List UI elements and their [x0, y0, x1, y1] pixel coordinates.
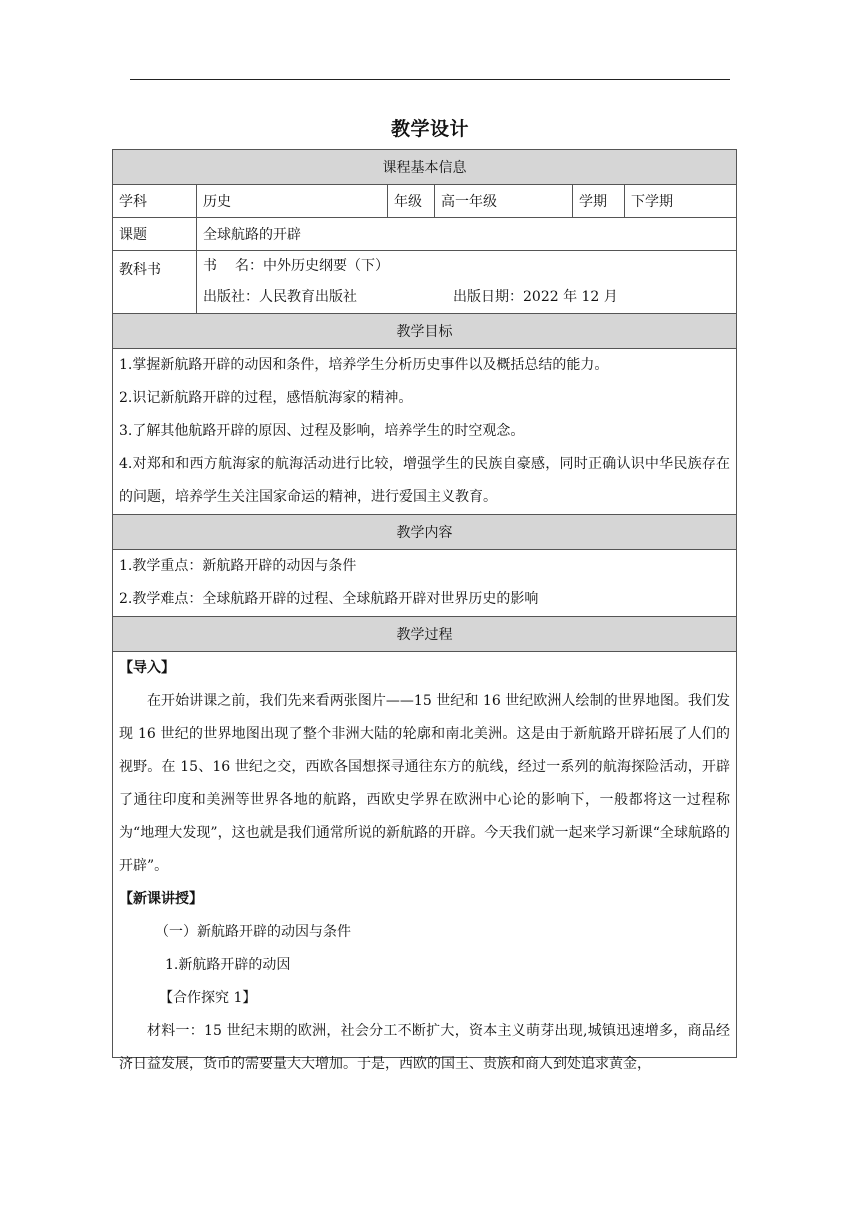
process-header: 教学过程: [113, 617, 737, 652]
intro-heading: 【导入】: [119, 660, 175, 676]
process-body: [113, 652, 737, 1072]
difficult-point: 2.教学难点：全球航路开辟的过程、全球航路开辟对世界历史的影响: [119, 591, 539, 607]
objectives-header: 教学目标: [113, 314, 737, 349]
subject-value: 历史: [197, 185, 388, 218]
publication-date: 出版日期：2022 年 12 月: [453, 289, 618, 305]
grade-value: 高一年级: [435, 185, 573, 218]
intro-paragraph: 在开始讲课之前，我们先来看两张图片——15 世纪和 16 世纪欧洲人绘制的世界地图。我们发现 16 世纪的世界地图出现了整个非洲大陆的轮廓和南北美洲。这是由于新航路开辟拓展了人们的视野。在 15、16 世纪之交，西欧各国想探寻通往东方的航线，经过一系列的航海探险活动，开辟了通往印度和美洲等世界各地的航路，西欧史学界在欧洲中心论的影响下，一般都将这一过程称为“地理大发现”，这也就是我们通常所说的新航路的开辟。今天我们就一起来学习新课“全球航路的开辟”。: [119, 693, 731, 874]
content-header-row: [113, 515, 737, 550]
material-clip: [119, 1015, 731, 1072]
objectives-row: [113, 349, 737, 515]
subject-label: 学科: [113, 185, 197, 218]
textbook-label: 教科书: [113, 251, 197, 314]
objectives-list: [113, 349, 737, 515]
book-name-label-suffix: 名：: [235, 258, 263, 274]
process-header-row: [113, 617, 737, 652]
content-list: [113, 550, 737, 617]
basic-info-header-row: [113, 150, 737, 185]
objectives-header-row: [113, 314, 737, 349]
book-name-value: 中外历史纲要（下）: [263, 258, 389, 274]
process-row: [113, 652, 737, 1058]
subject-row: [113, 185, 737, 218]
publisher: 出版社：人民教育出版社: [203, 289, 357, 305]
lesson-plan-table: [112, 149, 737, 1072]
term-value: 下学期: [625, 185, 737, 218]
cooperative-inquiry-heading: 【合作探究 1】: [159, 990, 257, 1006]
textbook-row: [113, 251, 737, 314]
document-title: 教学设计: [390, 118, 469, 140]
new-lesson-heading: 【新课讲授】: [119, 891, 203, 907]
key-point: 1.教学重点：新航路开辟的动因与条件: [119, 558, 357, 574]
material-paragraph: 材料一：15 世纪末期的欧洲，社会分工不断扩大，资本主义萌芽出现,城镇迅速增多，商品经济日益发展，货币的需要量大大增加。于是，西欧的国王、贵族和商人到处追求黄金，: [119, 1023, 731, 1072]
publisher-line: [203, 282, 730, 313]
term-label: 学期: [573, 185, 625, 218]
section-heading: （一）新航路开辟的动因与条件: [155, 924, 351, 940]
header-rule: [130, 79, 730, 80]
topic-row: [113, 218, 737, 251]
book-name-label: 书: [203, 258, 217, 274]
topic-value: 全球航路的开辟: [197, 218, 737, 251]
objective-item: 1.掌握新航路开辟的动因和条件，培养学生分析历史事件以及概括总结的能力。: [119, 357, 609, 373]
content-header: 教学内容: [113, 515, 737, 550]
objective-item: 3.了解其他航路开辟的原因、过程及影响，培养学生的时空观念。: [119, 423, 525, 439]
grade-label: 年级: [388, 185, 435, 218]
basic-info-header: 课程基本信息: [113, 150, 737, 185]
objective-item: 4.对郑和和西方航海家的航海活动进行比较，增强学生的民族自豪感，同时正确认识中华民族存在的问题，培养学生关注国家命运的精神，进行爱国主义教育。: [119, 456, 731, 505]
topic-label: 课题: [113, 218, 197, 251]
objective-item: 2.识记新航路开辟的过程，感悟航海家的精神。: [119, 390, 413, 406]
content-row: [113, 550, 737, 617]
subsection-heading: 1.新航路开辟的动因: [165, 957, 291, 973]
textbook-info: [197, 251, 737, 314]
book-name-line: [203, 251, 730, 282]
